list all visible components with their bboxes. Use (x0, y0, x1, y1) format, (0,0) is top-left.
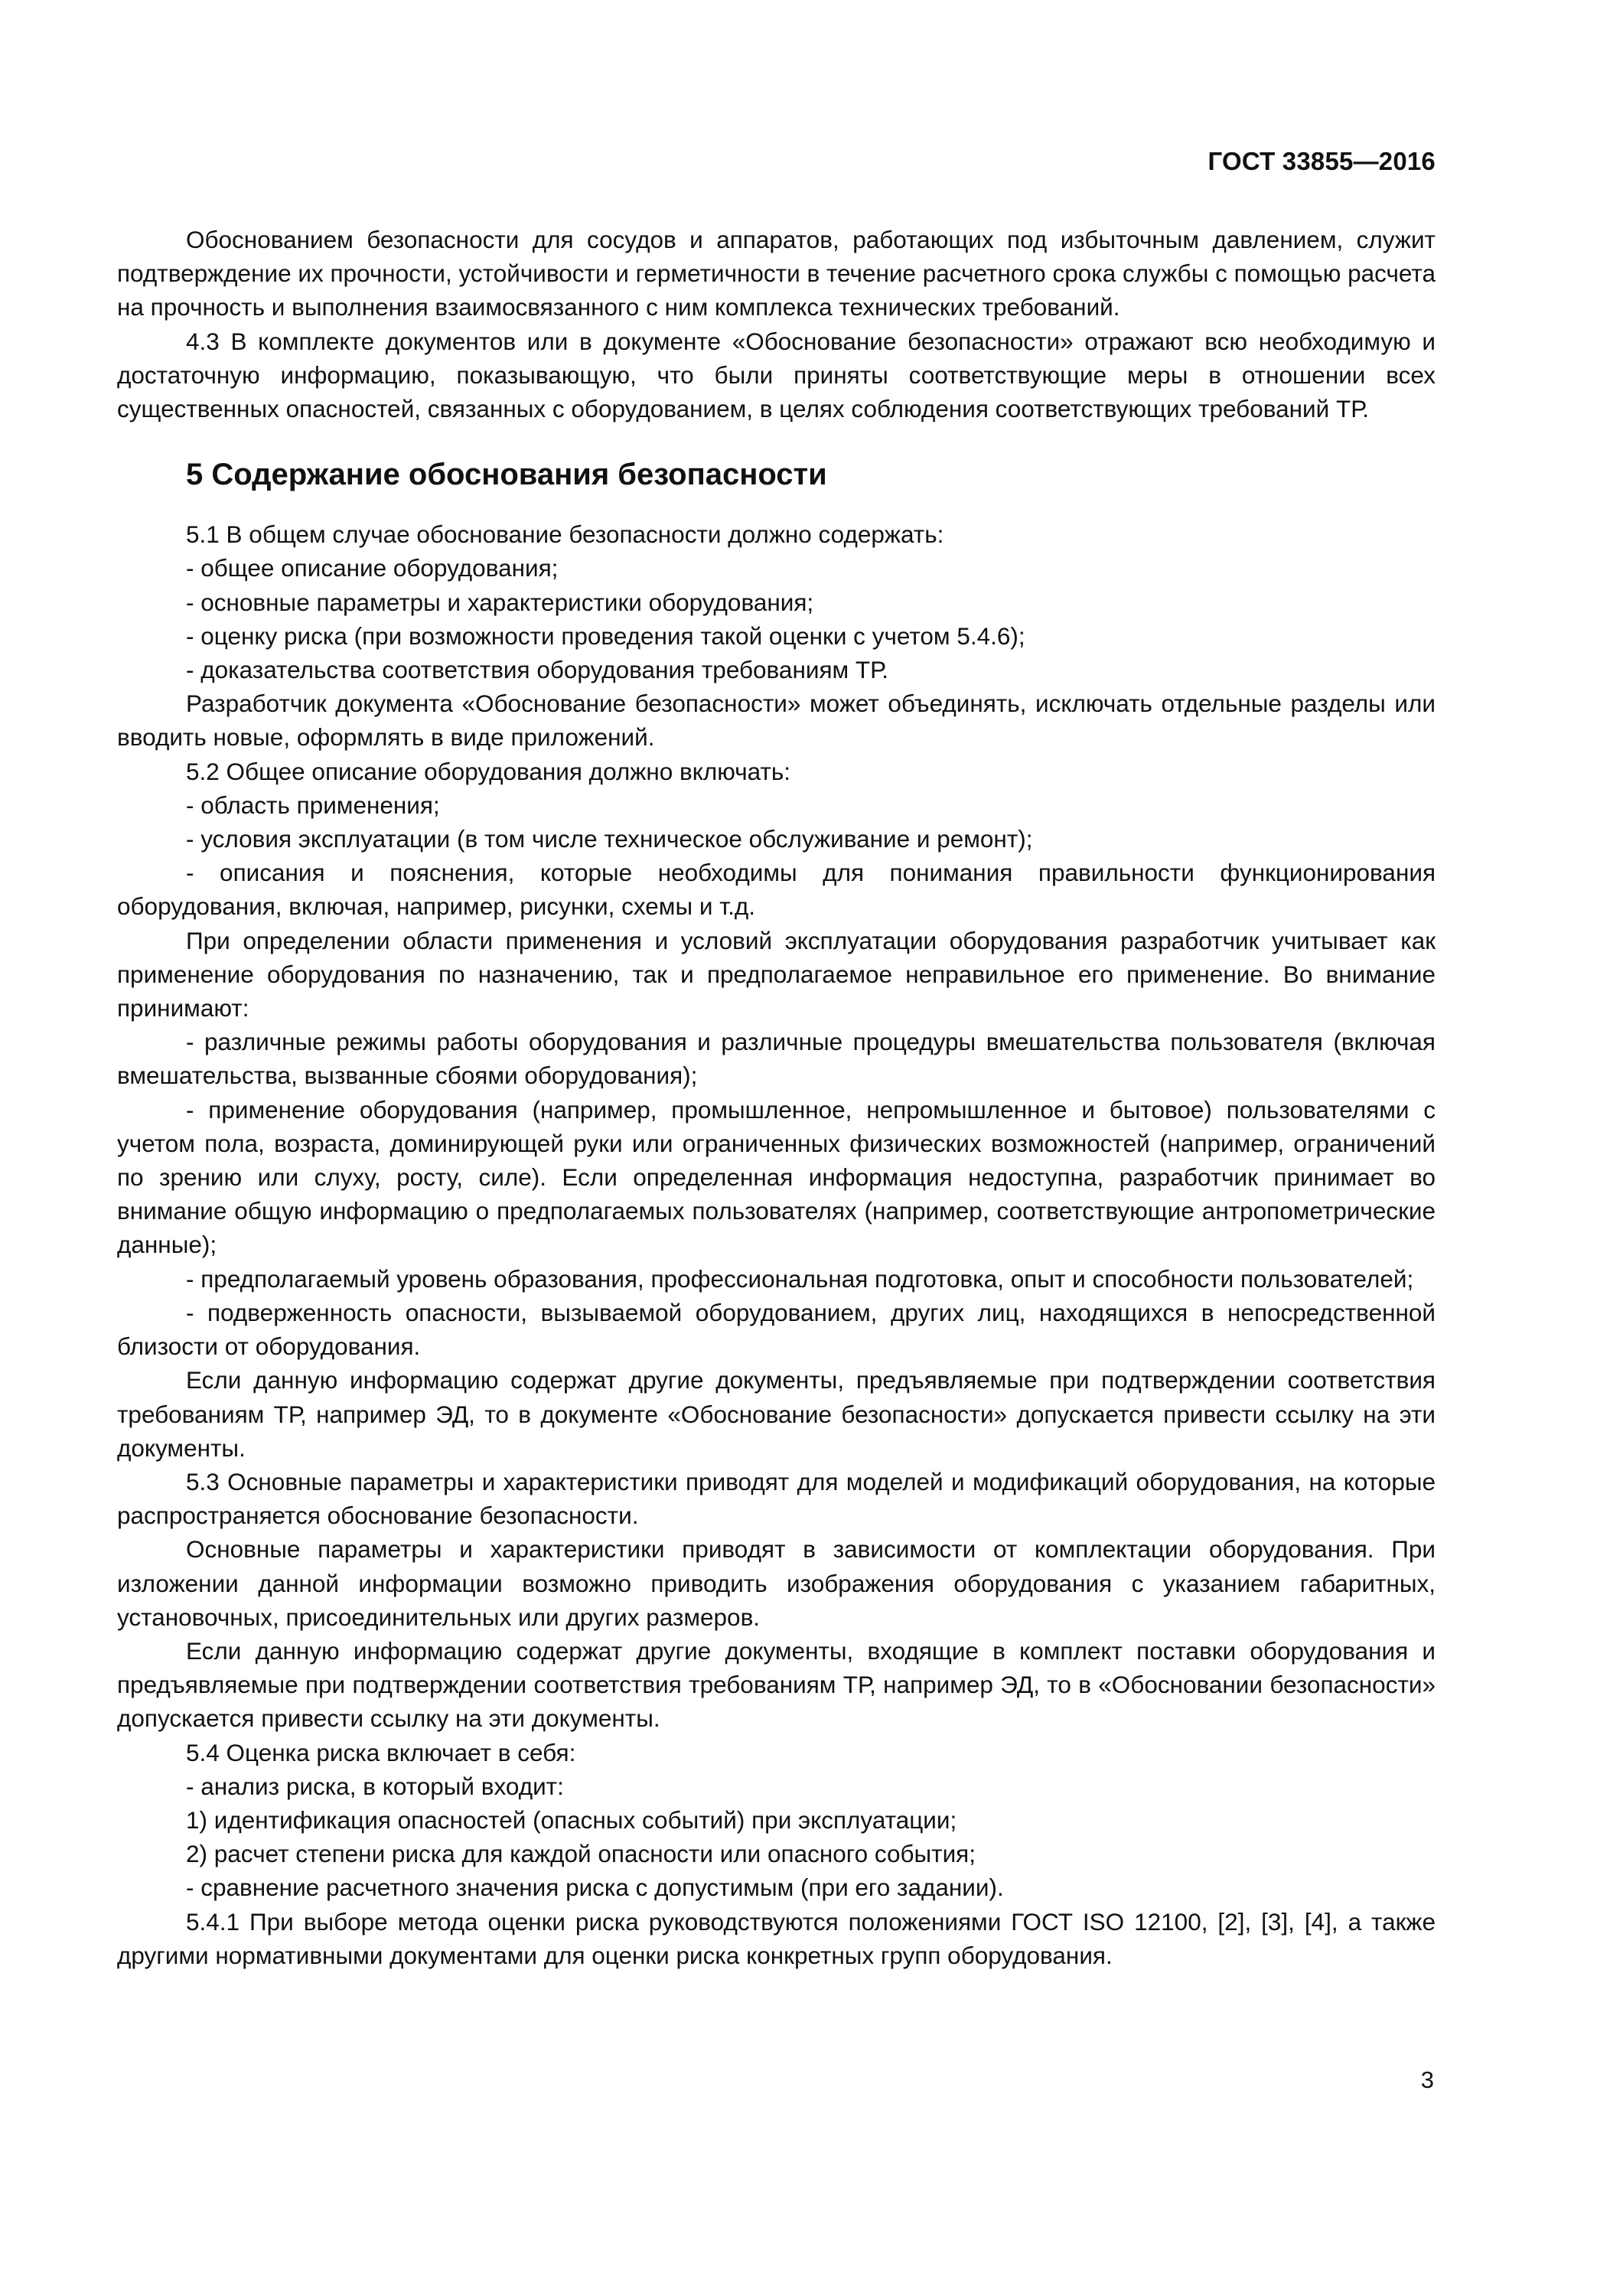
paragraph-5-4-1: 5.4.1 При выборе метода оценки риска руководствуются положениями ГОСТ ISO 12100, [2], [3], [4], а также другими нормативными документами для оценки риска конкретных групп оборудования. (117, 1907, 1436, 1969)
paragraph: Основные параметры и характеристики приводят в зависимости от комплектации оборудования. При изложении данной информации возможно приводить изображения оборудования с указанием габаритных, установочных, присоединительных или других размеров. (117, 1535, 1436, 1631)
paragraph: Если данную информацию содержат другие документы, предъявляемые при подтверждении соответствия требованиям ТР, например ЭД, то в документе «Обоснование безопасности» допускается привести ссылку на эти документы. (117, 1366, 1436, 1462)
paragraph-5-4: 5.4 Оценка риска включает в себя: (186, 1738, 576, 1766)
list-item: - подверженность опасности, вызываемой оборудованием, других лиц, находящихся в непосредственной близости от оборудования. (117, 1298, 1436, 1361)
list-item: - сравнение расчетного значения риска с допустимым (при его задании). (186, 1874, 1004, 1902)
running-header-standard-id: ГОСТ 33855—2016 (1207, 147, 1436, 175)
paragraph: При определении области применения и условий эксплуатации оборудования разработчик учитывает как применение оборудования по назначению, так и предполагаемое неправильное его применение. Во внимание принимают: (117, 926, 1436, 1022)
list-item: - общее описание оборудования; (186, 554, 559, 582)
section-heading: 5 Содержание обоснования безопасности (186, 458, 827, 492)
paragraph-5-3: 5.3 Основные параметры и характеристики приводят для моделей и модификаций оборудования, на которые распространяется обоснование безопасности. (117, 1467, 1436, 1530)
list-item: - анализ риска, в который входит: (186, 1772, 564, 1800)
list-item: 2) расчет степени риска для каждой опасности или опасного события; (186, 1840, 976, 1868)
list-item: - доказательства соответствия оборудования требованиям ТР. (186, 656, 888, 684)
list-item: - основные параметры и характеристики оборудования; (186, 588, 814, 616)
paragraph-5-2: 5.2 Общее описание оборудования должно включать: (186, 757, 791, 785)
paragraph: Обоснованием безопасности для сосудов и аппаратов, работающих под избыточным давлением, служит подтверждение их прочности, устойчивости и герметичности в течение расчетного срока службы с помощью расчета на прочность и выполнения взаимосвязанного с ним комплекса технических требований. (117, 226, 1436, 321)
list-item: - различные режимы работы оборудования и различные процедуры вмешательства пользователя (включая вмешательства, вызванные сбоями оборудования); (117, 1028, 1436, 1090)
list-item: - оценку риска (при возможности проведения такой оценки с учетом 5.4.6); (186, 621, 1025, 650)
page-number: 3 (1420, 2066, 1434, 2093)
body-text (117, 223, 1436, 1972)
paragraph: Если данную информацию содержат другие документы, входящие в комплект поставки оборудования и предъявляемые при подтверждении соответствия требованиям ТР, например ЭД, то в «Обосновании безопасности» допускается привести ссылку на эти документы. (117, 1636, 1436, 1733)
list-item: - область применения; (186, 791, 440, 819)
paragraph: Разработчик документа «Обоснование безопасности» может объединять, исключать отдельные разделы или вводить новые, оформлять в виде приложений. (117, 690, 1436, 752)
list-item: - условия эксплуатации (в том числе техническое обслуживание и ремонт); (186, 825, 1033, 853)
paragraph-5-1: 5.1 В общем случае обоснование безопасности должно содержать: (186, 520, 944, 549)
paragraph-4-3: 4.3 В комплекте документов или в документе «Обоснование безопасности» отражают всю необходимую и достаточную информацию, показывающую, что были приняты соответствующие меры в отношении всех существенных опасностей, связанных с оборудованием, в целях соблюдения соответствующих требований ТР. (117, 327, 1436, 423)
list-item: 1) идентификация опасностей (опасных событий) при эксплуатации; (186, 1805, 957, 1834)
list-item: - описания и пояснения, которые необходимы для понимания правильности функционирования оборудования, включая, например, рисунки, схемы и т.д. (117, 859, 1436, 921)
list-item: - применение оборудования (например, промышленное, непромышленное и бытовое) пользователями с учетом пола, возраста, доминирующей руки или ограниченных физических возможностей (например, ограничений по зрению или слуху, росту, силе). Если определенная информация недоступна, разработчик принимает во внимание общую информацию о предполагаемых пользователях (например, соответствующие антропометрические данные); (117, 1095, 1436, 1259)
list-item: - предполагаемый уровень образования, профессиональная подготовка, опыт и способности пользователей; (186, 1264, 1414, 1293)
